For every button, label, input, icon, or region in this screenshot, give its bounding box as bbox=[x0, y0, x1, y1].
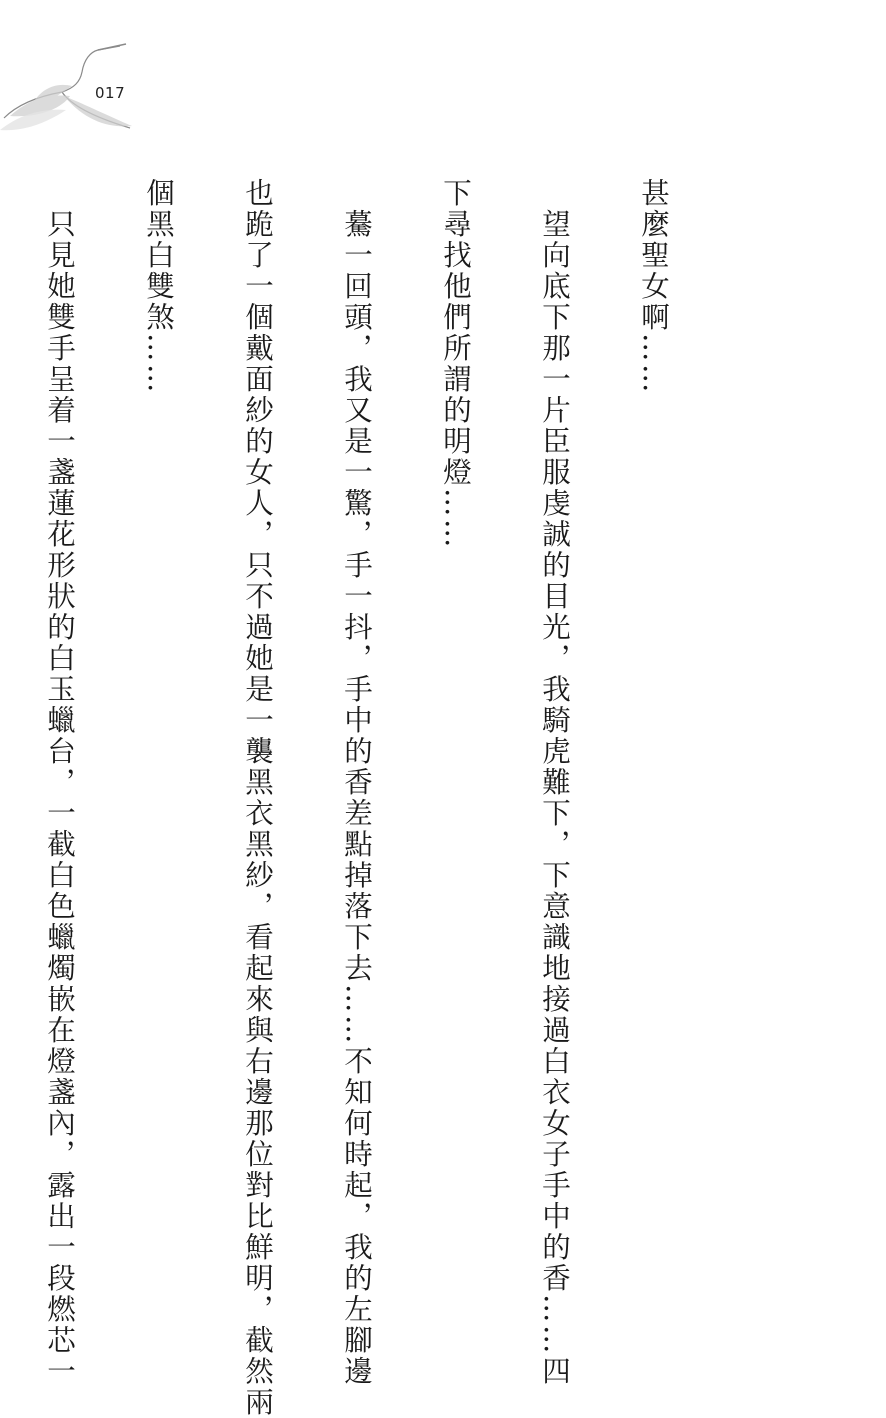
vertical-text-block bbox=[43, 178, 736, 1418]
text-line: 個黑白雙煞…… bbox=[142, 178, 175, 395]
text-line: 只見她雙手呈着一盞蓮花形狀的白玉蠟台，一截白色蠟燭嵌在燈盞內，露出一段燃芯一 bbox=[43, 178, 76, 1387]
text-line: 望向底下那一片臣服虔誠的目光，我騎虎難下，下意識地接過白衣女子手中的香……四 bbox=[538, 178, 571, 1387]
text-line: 下尋找他們所謂的明燈…… bbox=[439, 178, 472, 550]
text-line: 也跪了一個戴面紗的女人，只不過她是一襲黑衣黑紗，看起來與右邊那位對比鮮明，截然兩 bbox=[241, 178, 274, 1418]
text-line: 甚麼聖女啊…… bbox=[637, 178, 670, 395]
page-number: 017 bbox=[95, 84, 126, 102]
text-line: 驀一回頭，我又是一驚，手一抖，手中的香差點掉落下去……不知何時起，我的左腳邊 bbox=[340, 178, 373, 1387]
